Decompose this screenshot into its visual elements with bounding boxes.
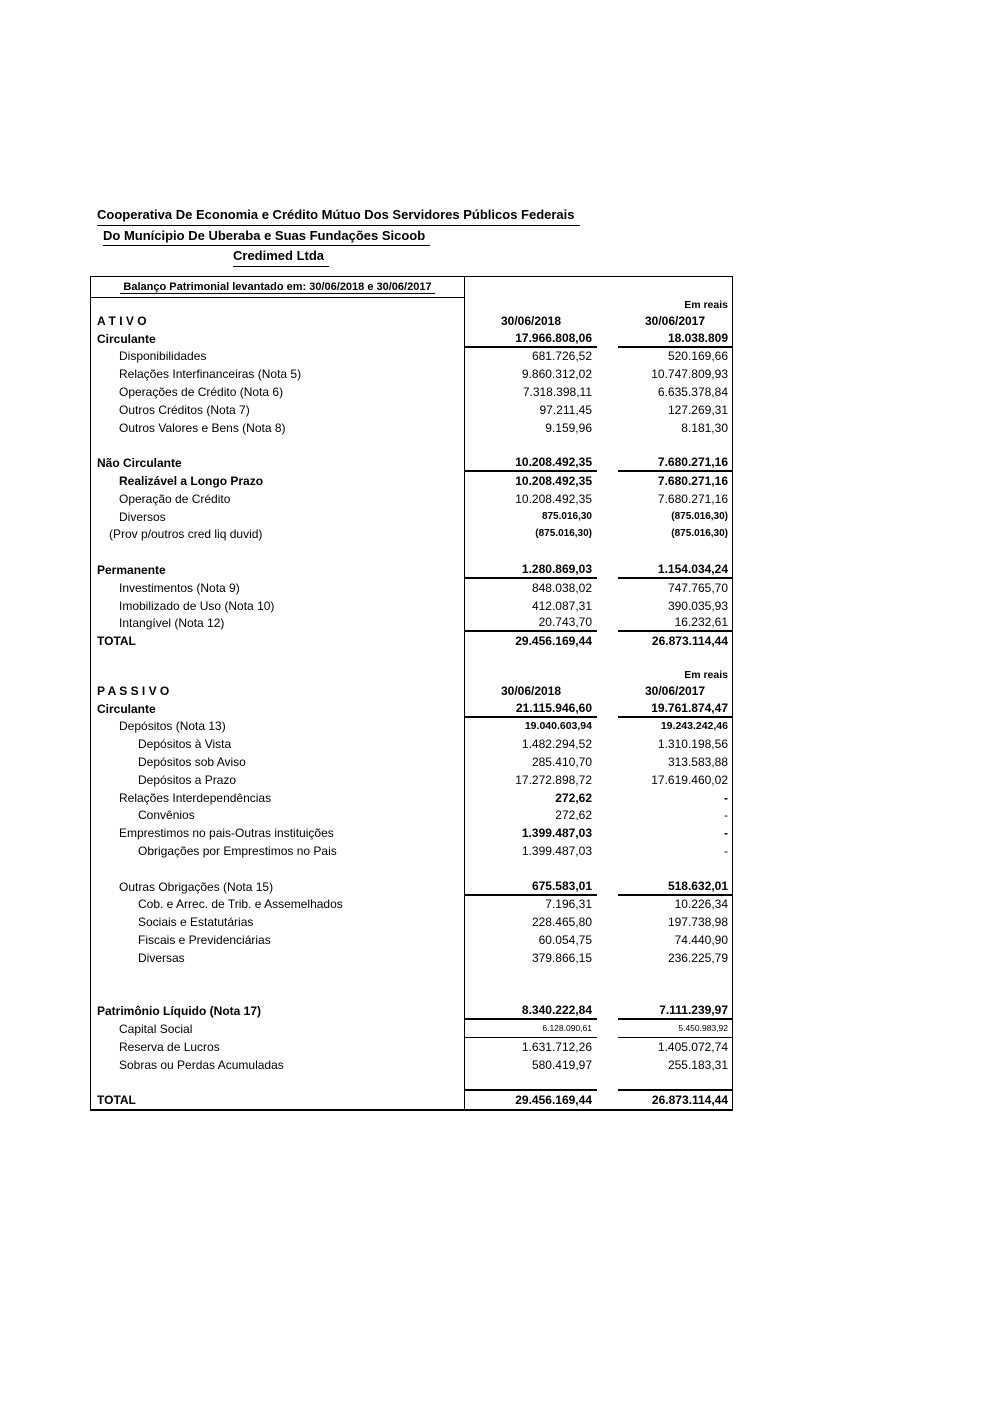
column-gap (597, 508, 618, 526)
row-label: Depósitos (Nota 13) (91, 718, 465, 736)
value-2017: 16.232,61 (618, 615, 732, 633)
column-gap (597, 735, 618, 753)
value-2017: 127.269,31 (667, 402, 728, 417)
table-row (91, 913, 732, 931)
value-2017 (618, 984, 732, 1002)
row-label (91, 668, 465, 682)
table-row (91, 1020, 732, 1038)
value-2017: - (724, 826, 728, 841)
row-label (91, 437, 465, 455)
column-gap (597, 789, 618, 807)
table-header-strip (91, 277, 732, 298)
row-label: Obrigações por Emprestimos no Pais (91, 842, 465, 860)
value-2017: 19.761.874,47 (618, 700, 732, 718)
value-2017: 7.111.239,97 (618, 1002, 732, 1020)
table-header-cell (91, 277, 465, 298)
row-label (91, 650, 465, 668)
value-2017: 1.154.034,24 (618, 561, 732, 579)
column-gap (597, 650, 618, 668)
value-2018: 848.038,02 (531, 580, 592, 595)
table-row (91, 1056, 732, 1074)
column-gap (597, 700, 618, 718)
value-2018: 7.196,31 (545, 897, 592, 912)
value-2018: 29.456.169,44 (515, 634, 592, 649)
value-2017 (618, 437, 732, 455)
value-2018: 9.860.312,02 (521, 367, 592, 382)
value-2017 (618, 650, 732, 668)
column-gap (597, 632, 618, 650)
table-row (91, 383, 732, 401)
value-2018: 1.399.487,03 (521, 844, 592, 858)
table-row-blank (91, 860, 732, 878)
table-row (91, 682, 732, 700)
table-row (91, 454, 732, 472)
row-label: TOTAL (91, 1091, 465, 1109)
column-gap (597, 348, 618, 366)
column-gap (597, 383, 618, 401)
row-label: Outros Valores e Bens (Nota 8) (91, 419, 465, 437)
value-2017: (875.016,30) (671, 510, 728, 522)
value-2018: 19.040.603,94 (524, 720, 592, 733)
value-2017: 1.310.198,56 (657, 737, 728, 752)
value-2018: 30/06/2018 (500, 313, 562, 328)
value-2018: 10.208.492,35 (515, 474, 592, 489)
table-row-blank (91, 984, 732, 1002)
row-label: Cob. e Arrec. de Trib. e Assemelhados (91, 896, 465, 914)
table-row (91, 878, 732, 896)
row-label: Relações Interdependências (91, 789, 465, 807)
value-2017: 6.635.378,84 (657, 385, 728, 400)
column-gap (597, 401, 618, 419)
value-2017 (618, 860, 732, 878)
table-row (91, 401, 732, 419)
row-label: Realizável a Longo Prazo (91, 472, 465, 490)
value-2017: 8.181,30 (681, 420, 728, 435)
row-label: Investimentos (Nota 9) (91, 579, 465, 597)
value-2018: 10.208.492,35 (465, 454, 597, 472)
value-2017: 10.226,34 (674, 897, 728, 912)
row-label: Depósitos a Prazo (91, 771, 465, 789)
value-2018 (465, 298, 597, 312)
column-gap (597, 842, 618, 860)
column-gap (597, 437, 618, 455)
table-row (91, 330, 732, 348)
table-row (91, 1038, 732, 1056)
column-gap (597, 824, 618, 842)
value-2018 (465, 967, 597, 985)
column-gap (597, 896, 618, 914)
table-row (91, 419, 732, 437)
column-gap (597, 490, 618, 508)
row-label: P A S S I V O (91, 682, 465, 700)
row-label: Diversas (91, 949, 465, 967)
row-label: Emprestimos no pais-Outras instituições (91, 824, 465, 842)
column-gap (597, 330, 618, 348)
value-2018 (465, 668, 597, 682)
table-row-blank (91, 967, 732, 985)
row-label: Patrimônio Líquido (Nota 17) (91, 1002, 465, 1020)
balance-rows (91, 298, 732, 1109)
row-label: Circulante (91, 330, 465, 348)
value-2018: 285.410,70 (531, 755, 592, 770)
column-gap (597, 1038, 618, 1056)
value-2018: 10.208.492,35 (515, 491, 592, 506)
table-row (91, 700, 732, 718)
column-gap (597, 579, 618, 597)
row-label (91, 967, 465, 985)
value-2018 (465, 860, 597, 878)
column-gap (597, 878, 618, 896)
column-gap (597, 472, 618, 490)
document-title (97, 205, 580, 267)
column-gap (597, 807, 618, 825)
table-row (91, 632, 732, 650)
table-row (91, 1002, 732, 1020)
value-2018 (465, 1073, 597, 1091)
column-gap (597, 984, 618, 1002)
value-2017: 518.632,01 (618, 878, 732, 896)
value-2017: 520.169,66 (667, 349, 728, 364)
table-row-blank (91, 650, 732, 668)
table-row (91, 789, 732, 807)
column-gap (597, 860, 618, 878)
column-gap (597, 419, 618, 437)
value-2017: 5.450.983,92 (618, 1020, 732, 1038)
value-2018: 97.211,45 (539, 402, 592, 417)
value-2017: - (724, 790, 728, 805)
value-2017: 747.765,70 (667, 580, 728, 595)
value-2017: Em reais (684, 668, 728, 681)
column-gap (597, 1002, 618, 1020)
column-gap (597, 561, 618, 579)
value-2017: 26.873.114,44 (651, 634, 728, 649)
title-line-1: Cooperativa De Economia e Crédito Mútuo Dos Servidores Públicos Federais (97, 205, 580, 226)
table-row (91, 753, 732, 771)
column-gap (597, 1073, 618, 1091)
column-gap (597, 543, 618, 561)
value-2017: 1.405.072,74 (657, 1039, 728, 1054)
column-gap (597, 1020, 618, 1038)
title-line-2: Do Munícipio De Uberaba e Suas Fundações Sicoob (103, 226, 430, 247)
table-row (91, 526, 732, 544)
value-2018: 21.115.946,60 (465, 700, 597, 718)
row-label: Intangível (Nota 12) (91, 615, 465, 633)
value-2017: 7.680.271,16 (657, 474, 728, 489)
column-gap (597, 526, 618, 544)
row-label (91, 1073, 465, 1091)
table-row (91, 735, 732, 753)
value-2017: - (724, 808, 728, 823)
value-2018: 30/06/2018 (500, 683, 562, 698)
column-gap (597, 913, 618, 931)
table-row (91, 579, 732, 597)
value-2018: 379.866,15 (531, 950, 592, 965)
value-2018: 272,62 (555, 808, 592, 823)
value-2018 (465, 543, 597, 561)
row-label: Circulante (91, 700, 465, 718)
value-2017: 197.738,98 (667, 915, 728, 930)
value-2017: 19.243.242,46 (660, 720, 728, 733)
table-row (91, 312, 732, 330)
row-label (91, 984, 465, 1002)
value-2017: 7.680.271,16 (618, 454, 732, 472)
value-2018: 7.318.398,11 (522, 385, 592, 400)
row-label: Operações de Crédito (Nota 6) (91, 383, 465, 401)
value-2017 (618, 543, 732, 561)
column-gap (597, 682, 618, 700)
value-2017: 18.038.809 (618, 330, 732, 348)
title-line-3: Credimed Ltda (233, 246, 329, 267)
value-2017: Em reais (684, 298, 728, 311)
value-2017 (618, 1073, 732, 1091)
table-row-blank (91, 668, 732, 682)
table-row (91, 561, 732, 579)
value-2018: 1.631.712,26 (521, 1039, 592, 1054)
column-gap (597, 949, 618, 967)
column-gap (597, 771, 618, 789)
value-2018: (875.016,30) (535, 528, 592, 540)
row-label: Não Circulante (91, 454, 465, 472)
column-gap (597, 312, 618, 330)
row-label: Outras Obrigações (Nota 15) (91, 878, 465, 896)
row-label: Fiscais e Previdenciárias (91, 931, 465, 949)
value-2017: 255.183,31 (667, 1057, 728, 1072)
value-2018: 1.399.487,03 (521, 826, 592, 841)
value-2018: 8.340.222,84 (465, 1002, 597, 1020)
column-gap (597, 931, 618, 949)
table-row (91, 490, 732, 508)
row-label: Imobilizado de Uso (Nota 10) (91, 597, 465, 615)
table-row (91, 615, 732, 633)
value-2017: - (724, 844, 728, 858)
row-label (91, 543, 465, 561)
column-gap (597, 1091, 618, 1109)
table-header-filler (465, 277, 732, 298)
value-2018: 17.966.808,06 (465, 330, 597, 348)
row-label: Permanente (91, 561, 465, 579)
column-gap (597, 615, 618, 633)
table-row-blank (91, 437, 732, 455)
row-label: Depósitos sob Aviso (91, 753, 465, 771)
value-2017: 30/06/2017 (644, 313, 706, 328)
table-row (91, 931, 732, 949)
value-2018: 675.583,01 (465, 878, 597, 896)
column-gap (597, 298, 618, 312)
value-2018: 228.465,80 (531, 915, 592, 930)
row-label: Diversos (91, 508, 465, 526)
value-2017: 7.680.271,16 (657, 491, 728, 506)
column-gap (597, 597, 618, 615)
value-2017: 74.440,90 (674, 932, 728, 947)
value-2018: 1.280.869,03 (465, 561, 597, 579)
table-row (91, 348, 732, 366)
value-2018: 412.087,31 (531, 598, 592, 613)
table-row (91, 597, 732, 615)
table-row (91, 807, 732, 825)
row-label: Disponibilidades (91, 348, 465, 366)
value-2018: 9.159,96 (545, 420, 592, 435)
value-2018: 875.016,30 (541, 510, 592, 522)
table-row (91, 896, 732, 914)
row-label: Depósitos à Vista (91, 735, 465, 753)
value-2017: (875.016,30) (671, 528, 728, 540)
column-gap (597, 668, 618, 682)
value-2017 (618, 967, 732, 985)
table-row (91, 365, 732, 383)
column-gap (597, 718, 618, 736)
row-label: Outros Créditos (Nota 7) (91, 401, 465, 419)
value-2018: 6.128.090,61 (465, 1020, 597, 1038)
table-row (91, 824, 732, 842)
row-label: Convênios (91, 807, 465, 825)
balance-table (90, 276, 733, 1111)
value-2018 (465, 437, 597, 455)
row-label: Operação de Crédito (91, 490, 465, 508)
row-label (91, 860, 465, 878)
row-label: TOTAL (91, 632, 465, 650)
value-2018 (465, 650, 597, 668)
column-gap (597, 365, 618, 383)
value-2018: 60.054,75 (538, 932, 592, 947)
value-2018: 681.726,52 (531, 349, 592, 364)
row-label: Sobras ou Perdas Acumuladas (91, 1056, 465, 1074)
value-2017: 30/06/2017 (644, 683, 706, 698)
value-2018: 29.456.169,44 (515, 1093, 592, 1108)
table-row (91, 508, 732, 526)
value-2018 (465, 984, 597, 1002)
row-label (91, 298, 465, 312)
row-label: A T I V O (91, 312, 465, 330)
value-2018: 1.482.294,52 (521, 737, 592, 752)
value-2018: 272,62 (555, 790, 592, 805)
table-row-blank (91, 1073, 732, 1091)
row-label: Relações Interfinanceiras (Nota 5) (91, 365, 465, 383)
table-row (91, 472, 732, 490)
table-row (91, 771, 732, 789)
table-header-title: Balanço Patrimonial levantado em: 30/06/2018 e 30/06/2017 (120, 281, 434, 294)
table-row (91, 949, 732, 967)
table-row-blank (91, 543, 732, 561)
column-gap (597, 454, 618, 472)
row-label: (Prov p/outros cred liq duvid) (91, 526, 465, 544)
value-2017: 26.873.114,44 (651, 1093, 728, 1108)
table-row (91, 718, 732, 736)
row-label: Sociais e Estatutárias (91, 913, 465, 931)
value-2018: 20.743,70 (465, 615, 597, 633)
value-2018: 580.419,97 (531, 1057, 592, 1072)
value-2017: 10.747.809,93 (651, 367, 728, 382)
row-label: Capital Social (91, 1020, 465, 1038)
value-2017: 17.619.460,02 (651, 772, 728, 787)
value-2017: 313.583,88 (667, 755, 728, 770)
table-row (91, 1091, 732, 1109)
column-gap (597, 967, 618, 985)
table-row (91, 842, 732, 860)
value-2017: 236.225,79 (667, 950, 728, 965)
value-2018: 17.272.898,72 (515, 772, 592, 787)
row-label: Reserva de Lucros (91, 1038, 465, 1056)
column-gap (597, 753, 618, 771)
value-2017: 390.035,93 (667, 598, 728, 613)
column-gap (597, 1056, 618, 1074)
table-row-blank (91, 298, 732, 312)
